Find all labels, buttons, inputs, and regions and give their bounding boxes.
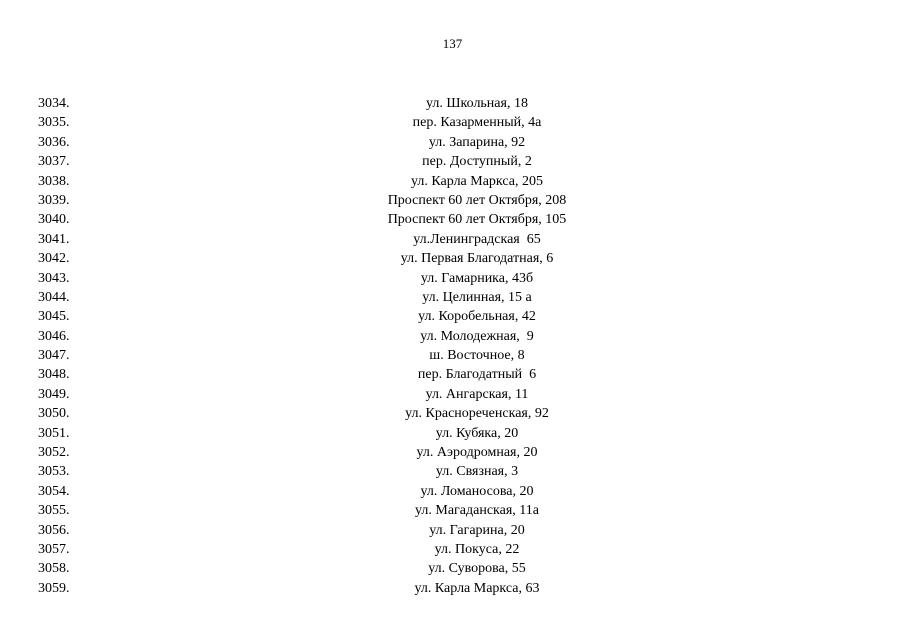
item-number: 3042.	[38, 251, 70, 267]
list-item	[0, 249, 905, 268]
item-address: ул. Карла Маркса, 63	[414, 580, 540, 596]
list-item	[0, 404, 905, 423]
item-number: 3038.	[38, 173, 70, 189]
item-number: 3056.	[38, 522, 70, 538]
list-item	[0, 443, 905, 462]
item-number: 3053.	[38, 464, 70, 480]
address-list	[0, 94, 905, 598]
item-number: 3044.	[38, 289, 70, 305]
item-address: ул. Ангарская, 11	[425, 386, 529, 402]
list-item	[0, 346, 905, 365]
item-address: ул. Покуса, 22	[434, 541, 520, 557]
item-number: 3055.	[38, 503, 70, 519]
list-item	[0, 152, 905, 171]
item-number: 3046.	[38, 328, 70, 344]
list-item	[0, 579, 905, 598]
list-item	[0, 172, 905, 191]
item-number: 3050.	[38, 406, 70, 422]
item-address: ул. Аэродромная, 20	[416, 445, 538, 461]
item-number: 3041.	[38, 231, 70, 247]
item-number: 3052.	[38, 445, 70, 461]
list-item	[0, 307, 905, 326]
item-address: ул. Гамарника, 43б	[420, 270, 534, 286]
item-address: Проспект 60 лет Октября, 208	[387, 192, 567, 208]
item-number: 3037.	[38, 154, 70, 170]
item-address: ул. Ломаносова, 20	[420, 483, 534, 499]
item-number: 3040.	[38, 212, 70, 228]
item-number: 3036.	[38, 134, 70, 150]
item-address: пер. Благодатный 6	[417, 367, 537, 383]
list-item	[0, 482, 905, 501]
list-item	[0, 501, 905, 520]
list-item	[0, 540, 905, 559]
list-item	[0, 113, 905, 132]
list-item	[0, 288, 905, 307]
item-number: 3057.	[38, 541, 70, 557]
item-number: 3054.	[38, 483, 70, 499]
list-item	[0, 133, 905, 152]
list-item	[0, 365, 905, 384]
item-number: 3051.	[38, 425, 70, 441]
item-number: 3039.	[38, 192, 70, 208]
item-address: ул. Связная, 3	[435, 464, 519, 480]
item-number: 3047.	[38, 348, 70, 364]
item-number: 3049.	[38, 386, 70, 402]
list-item	[0, 462, 905, 481]
item-address: ул. Краснореченская, 92	[405, 406, 549, 422]
item-address: ул. Запарина, 92	[428, 134, 526, 150]
item-number: 3034.	[38, 96, 70, 111]
page-number: 137	[442, 36, 463, 51]
item-number: 3045.	[38, 309, 70, 325]
item-number: 3048.	[38, 367, 70, 383]
item-address: пер. Доступный, 2	[422, 154, 532, 170]
item-address: ул. Коробельная, 42	[418, 309, 536, 325]
item-address: ул. Гагарина, 20	[429, 522, 525, 538]
item-number: 3035.	[38, 115, 70, 131]
list-item	[0, 269, 905, 288]
list-item	[0, 385, 905, 404]
item-address: ул. Магаданская, 11а	[415, 503, 539, 519]
list-item	[0, 191, 905, 210]
item-address: ул. Карла Маркса, 205	[411, 173, 543, 189]
item-address: ул. Целинная, 15 а	[422, 289, 532, 305]
list-item	[0, 210, 905, 229]
item-number: 3043.	[38, 270, 70, 286]
item-address: ул. Кубяка, 20	[435, 425, 519, 441]
item-address: ш. Восточное, 8	[429, 348, 525, 364]
item-number: 3058.	[38, 561, 70, 577]
item-number: 3059.	[38, 580, 70, 596]
item-address: ул. Молодежная, 9	[420, 328, 534, 344]
list-item	[0, 559, 905, 578]
list-item	[0, 327, 905, 346]
item-address: ул. Школьная, 18	[426, 96, 528, 111]
item-address: Проспект 60 лет Октября, 105	[387, 212, 567, 228]
list-item	[0, 94, 905, 113]
list-item	[0, 230, 905, 249]
list-item	[0, 521, 905, 540]
item-address: ул.Ленинградская 65	[413, 231, 541, 247]
item-address: ул. Первая Благодатная, 6	[400, 251, 554, 267]
item-address: пер. Казарменный, 4а	[412, 115, 542, 131]
list-item	[0, 424, 905, 443]
item-address: ул. Суворова, 55	[428, 561, 526, 577]
